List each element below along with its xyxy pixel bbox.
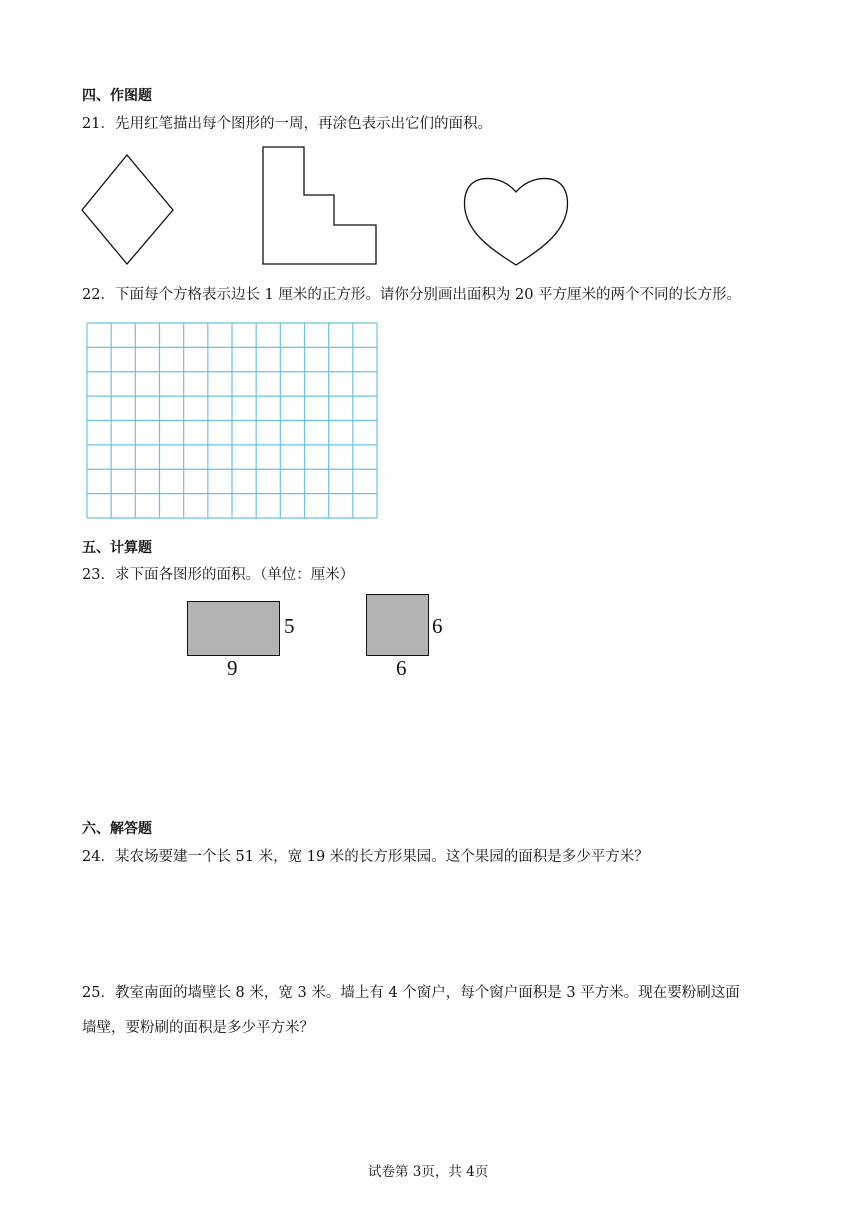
section-heading-4: 四、作图题: [82, 88, 152, 104]
question-21: 21．先用红笔描出每个图形的一周，再涂色表示出它们的面积。: [82, 116, 492, 132]
rectangle-width-label: 5: [284, 614, 295, 638]
page-footer: 试卷第 3页，共 4页: [368, 1164, 489, 1180]
question-25-line-2: 墙壁，要粉刷的面积是多少平方米？: [82, 1020, 314, 1036]
section-heading-5: 五、计算题: [82, 540, 152, 556]
section-heading-6: 六、解答题: [82, 821, 152, 837]
question-24: 24．某农场要建一个长 51 米，宽 19 米的长方形果园。这个果园的面积是多少平方米？: [82, 849, 649, 865]
square-side-label-right: 6: [432, 614, 443, 638]
shaded-square: [366, 594, 429, 656]
staircase-shape: [261, 145, 379, 267]
question-25-line-1: 25．教室南面的墙壁长 8 米，宽 3 米。墙上有 4 个窗户，每个窗户面积是 3 平方米。现在要粉刷这面: [82, 985, 740, 1001]
square-side-label-bottom: 6: [396, 656, 407, 680]
question-22: 22．下面每个方格表示边长 1 厘米的正方形。请你分别画出面积为 20 平方厘米的两个不同的长方形。: [82, 287, 742, 303]
shaded-rectangle: [187, 601, 280, 656]
square-grid[interactable]: [86, 322, 378, 519]
question-23: 23．求下面各图形的面积。（单位：厘米）: [82, 567, 355, 583]
rectangle-length-label: 9: [227, 656, 238, 680]
diamond-shape: [80, 154, 176, 266]
heart-shape: [462, 176, 570, 268]
